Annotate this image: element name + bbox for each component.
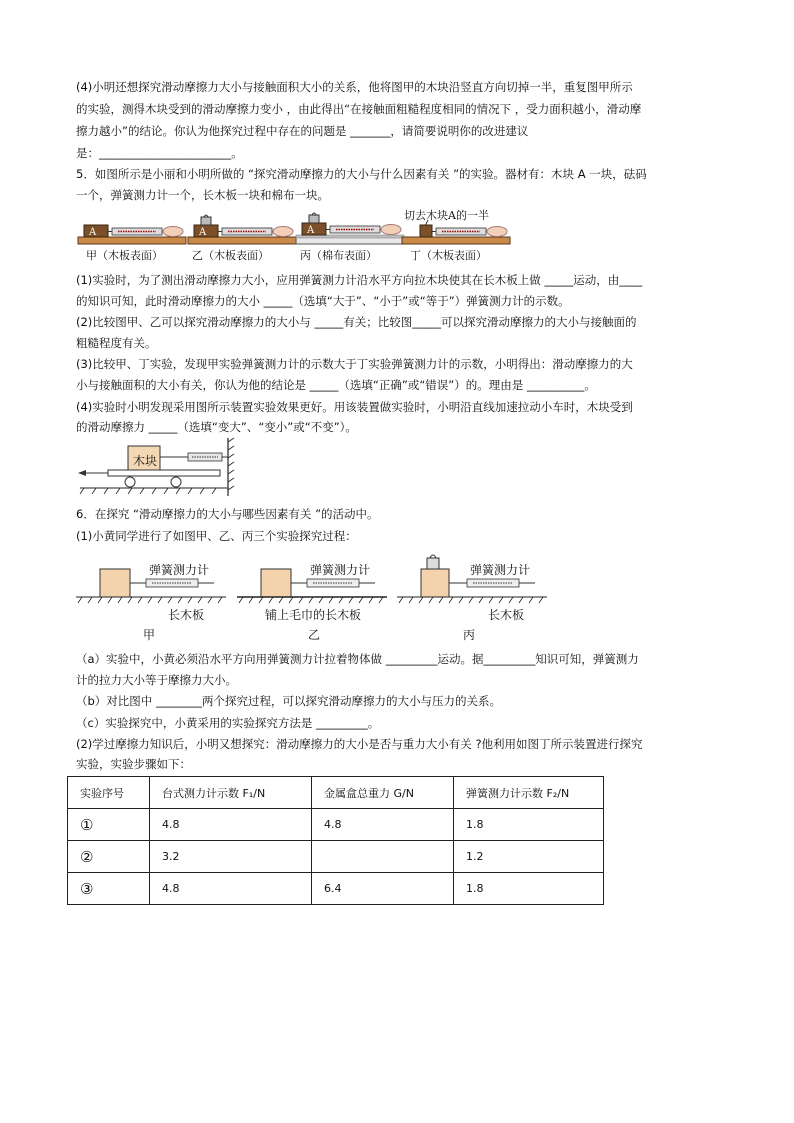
q4-line-3: 擦力越小”的结论。你认为他探究过程中存在的问题是 _______，请简要说明你的改进建议 — [76, 124, 529, 138]
table-cell: ③ — [68, 873, 150, 905]
setup-jia-block-label: A — [89, 227, 97, 238]
q6-setup-bing — [397, 552, 547, 604]
table-header-row — [68, 777, 604, 809]
q5-part3-a: (3)比较甲、丁实验，发现甲实验弹簧测力计的示数大于丁实验弹簧测力计的示数，小明得出：滑动摩擦力的大 — [76, 357, 633, 371]
q5-part4-b: 的滑动摩擦力 _____（选填“变大”、“变小”或“不变”）。 — [76, 420, 357, 434]
caption-ding: 丁（木板表面） — [410, 249, 487, 262]
q4-line-2: 的实验，测得木块受到的滑动摩擦力变小 ，由此得出“在接触面粗糙程度相同的情况下 ，受力面积越小，滑动摩 — [76, 102, 642, 116]
q6-line-2: (1)小黄同学进行了如图甲、乙、丙三个实验探究过程： — [76, 529, 357, 543]
caption-bing: 丙（棉布表面） — [300, 249, 377, 262]
setup-yi-block-label: A — [199, 227, 207, 238]
cut-note: 切去木块A的一半 — [404, 209, 489, 222]
q5-line-2: 一个，弹簧测力计一个，长木板一块和棉布一块。 — [76, 188, 329, 202]
q6-a-2: 计的拉力大小等于摩擦力大小。 — [76, 673, 237, 687]
q6-a-1: （a）实验中，小黄必须沿水平方向用弹簧测力计拉着物体做 _________运动。据_________知识可知，弹簧测力 — [76, 652, 639, 666]
table-header-cell: 实验序号 — [68, 777, 150, 809]
table-header-cell: 金属盒总重力 G/N — [312, 777, 454, 809]
table-cell: 6.4 — [312, 873, 454, 905]
table-header-cell: 台式测力计示数 F₁/N — [150, 777, 312, 809]
q6-b: （b）对比图中 ________两个探究过程，可以探究滑动摩擦力的大小与压力的关系。 — [76, 694, 501, 708]
q5-part1-a: (1)实验时，为了测出滑动摩擦力大小，应用弹簧测力计沿水平方向拉木块使其在长木板上做 _____运动，由____ — [76, 273, 643, 287]
cart-setup-figure — [76, 438, 236, 500]
caption-jia: 甲（木板表面） — [86, 249, 163, 262]
experiment-table — [67, 776, 604, 905]
table-cell: 4.8 — [312, 809, 454, 841]
q6-jia-board-label: 长木板 — [168, 608, 205, 622]
cart-block-label: 木块 — [133, 454, 158, 468]
q6-yi-board-label: 铺上毛巾的长木板 — [265, 608, 362, 622]
q6-c: （c）实验探究中，小黄采用的实验探究方法是 _________。 — [76, 716, 380, 730]
setup-bing-block-label: A — [307, 225, 315, 236]
table-cell — [312, 841, 454, 873]
table-cell: 4.8 — [150, 873, 312, 905]
q5-part4-a: (4)实验时小明发现采用图所示装置实验效果更好。用该装置做实验时，小明沿直线加速拉动小车时，木块受到 — [76, 400, 633, 414]
q6-line-1: 6．在探究 “滑动摩擦力的大小与哪些因素有关 ”的活动中。 — [76, 507, 379, 521]
q6-jia-spring-label: 弹簧测力计 — [149, 563, 210, 577]
q4-line-4: 是：_______________________。 — [76, 146, 243, 160]
setup-ding — [402, 218, 514, 246]
table-row — [68, 841, 604, 873]
q4-line-1: (4)小明还想探究滑动摩擦力大小与接触面积大小的关系，他将图甲的木块沿竖直方向切掉一半，重复图甲所示 — [76, 80, 633, 94]
q6-bing-board-label: 长木板 — [488, 608, 525, 622]
table-cell: ① — [68, 809, 150, 841]
q6-caption-jia: 甲 — [143, 628, 156, 642]
table-row — [68, 873, 604, 905]
q6-caption-bing: 丙 — [463, 628, 476, 642]
q5-line-1: 5．如图所示是小丽和小明所做的 “探究滑动摩擦力的大小与什么因素有关 ”的实验。器材有：木块 A 一块，砝码 — [76, 167, 647, 181]
caption-yi: 乙（木板表面） — [192, 249, 269, 262]
q5-part1-b: 的知识可知，此时滑动摩擦力的大小 _____（选填“大于”、“小于”或“等于”）弹簧测力计的示数。 — [76, 294, 570, 308]
table-cell: ② — [68, 841, 150, 873]
q6-part2-b: 实验，实验步骤如下： — [76, 757, 191, 771]
table-cell: 1.8 — [454, 873, 604, 905]
q6-bing-spring-label: 弹簧测力计 — [470, 563, 531, 577]
table-header-cell: 弹簧测力计示数 F₂/N — [454, 777, 604, 809]
q5-part3-b: 小与接触面积的大小有关，你认为他的结论是 _____（选填“正确”或“错误”）的。理由是 __________。 — [76, 378, 596, 392]
q6-caption-yi: 乙 — [308, 628, 321, 642]
q5-part2-b: 粗糙程度有关。 — [76, 336, 157, 350]
q6-part2-a: (2)学过摩擦力知识后，小明又想探究：滑动摩擦力的大小是否与重力大小有关 ?他利用如图丁所示装置进行探究 — [76, 737, 643, 751]
table-cell: 4.8 — [150, 809, 312, 841]
table-cell: 3.2 — [150, 841, 312, 873]
q6-yi-spring-label: 弹簧测力计 — [310, 563, 371, 577]
table-cell: 1.8 — [454, 809, 604, 841]
table-cell: 1.2 — [454, 841, 604, 873]
q5-part2-a: (2)比较图甲、乙可以探究滑动摩擦力的大小与 _____有关；比较图_____可以探究滑动摩擦力的大小与接触面的 — [76, 315, 637, 329]
table-row — [68, 809, 604, 841]
